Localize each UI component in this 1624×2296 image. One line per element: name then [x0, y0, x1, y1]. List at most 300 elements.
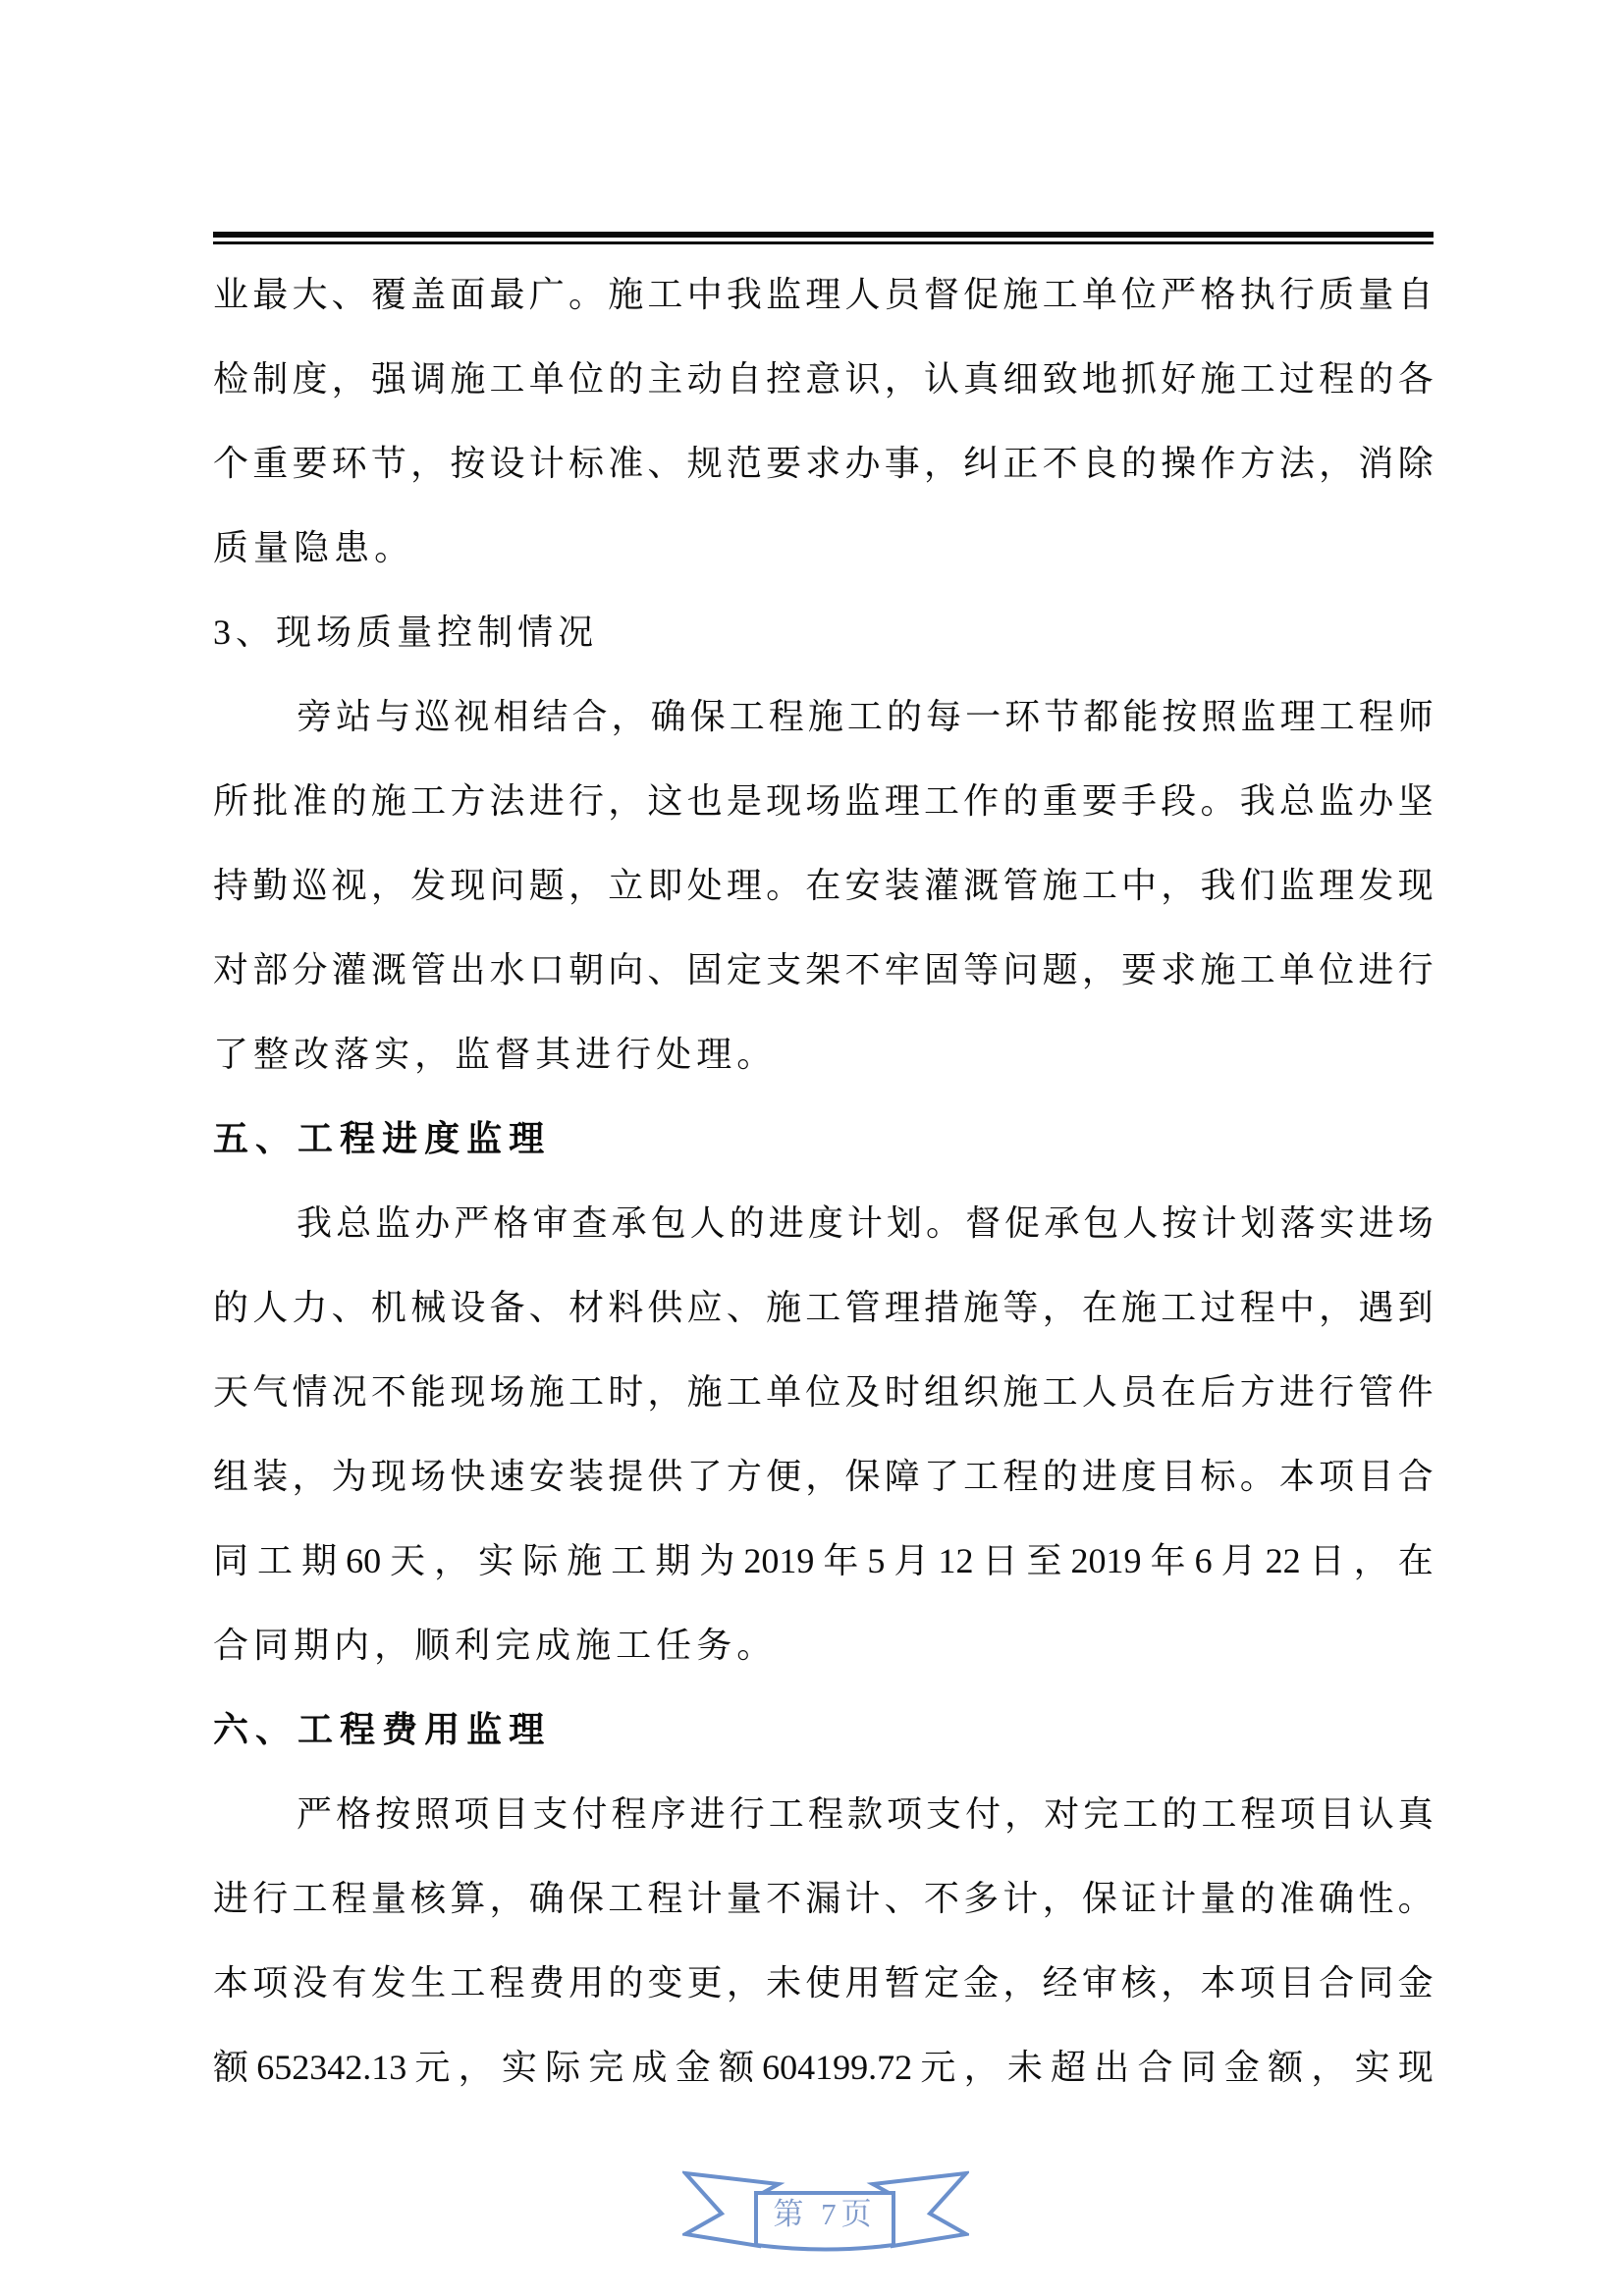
document-body: [213, 252, 1434, 2109]
cjk-token: 实: [1354, 2048, 1390, 2087]
cjk-token: 时: [884, 1372, 920, 1412]
cjk-token: 现: [1397, 866, 1434, 905]
cjk-token: 装: [884, 866, 920, 905]
cjk-token: 要: [1081, 781, 1117, 821]
cjk-token: 未: [1006, 2048, 1043, 2087]
cjk-token: 环: [1004, 697, 1041, 736]
cjk-token: 整: [253, 1035, 290, 1074]
cjk-token: 管: [844, 1288, 881, 1327]
cjk-token: 场: [1397, 1203, 1434, 1243]
cjk-token: 漏: [805, 1879, 841, 1918]
cjk-token: 计: [528, 444, 565, 483]
cjk-token: 同: [253, 1626, 290, 1665]
cjk-token: 按: [375, 1794, 411, 1834]
cjk-token: 施: [1200, 359, 1236, 399]
section-heading: [213, 1096, 1434, 1181]
cjk-token: 完: [495, 1626, 531, 1665]
cjk-token: 速: [489, 1457, 525, 1496]
cjk-token: 计: [1201, 1203, 1237, 1243]
cjk-token: 制: [252, 359, 289, 399]
cjk-token: 使: [805, 1963, 841, 2002]
cjk-token: 质: [213, 528, 249, 567]
cjk-token: 后: [1200, 1372, 1236, 1412]
cjk-token: 了: [923, 1457, 959, 1496]
cjk-token: 程: [807, 1794, 843, 1834]
cjk-token: 生: [410, 1963, 447, 2002]
cjk-token: 的: [886, 697, 922, 736]
page-footer: [682, 2169, 969, 2256]
cjk-token: 额: [213, 2048, 249, 2087]
cjk-token: 、: [528, 1288, 565, 1327]
cjk-token: 执: [1239, 275, 1275, 314]
cjk-token: 重: [1042, 781, 1078, 821]
cjk-token: 理: [884, 1288, 920, 1327]
cjk-token: 完: [588, 2048, 624, 2087]
cjk-token: 我: [1200, 866, 1236, 905]
cjk-token: 经: [1042, 1963, 1078, 2002]
cjk-token: 朝: [568, 950, 604, 989]
cjk-token: 单: [766, 1372, 802, 1412]
cjk-token: 序: [650, 1794, 686, 1834]
cjk-token: 工: [450, 1963, 486, 2002]
cjk-token: 工: [726, 1372, 762, 1412]
cjk-token: 节: [1044, 697, 1080, 736]
text-line: [213, 759, 1434, 843]
text-line: [213, 1181, 1434, 1265]
cjk-token: 完: [1083, 1794, 1119, 1834]
cjk-token: 。: [374, 528, 410, 567]
cjk-token: 金: [675, 2048, 711, 2087]
cjk-token: 程: [611, 1794, 647, 1834]
cjk-token: 要: [292, 444, 328, 483]
cjk-token: 要: [1121, 950, 1158, 989]
cjk-token: 理: [509, 1710, 545, 1749]
cjk-token: 员: [884, 275, 920, 314]
cjk-token: 问: [489, 866, 525, 905]
cjk-token: 视: [454, 697, 490, 736]
cjk-token: 不: [844, 950, 881, 989]
cjk-token: 确: [1319, 1879, 1355, 1918]
cjk-token: 实: [501, 2048, 537, 2087]
cjk-token: 工: [608, 1879, 644, 1918]
cjk-token: 程: [768, 697, 804, 736]
cjk-token: 按: [1162, 1203, 1198, 1243]
cjk-token: 人: [1122, 1203, 1159, 1243]
cjk-token: 、: [331, 1288, 367, 1327]
cjk-token: ，: [884, 359, 920, 399]
cjk-token: 金: [1397, 1963, 1434, 2002]
text-line: [213, 337, 1434, 421]
cjk-token: 题: [1042, 950, 1078, 989]
cjk-token: 理: [509, 1119, 545, 1158]
cjk-token: 额: [1268, 2048, 1304, 2087]
cjk-token: 视: [331, 866, 367, 905]
cjk-token: 位: [1121, 275, 1158, 314]
cjk-token: 法: [1278, 444, 1315, 483]
cjk-token: 位: [568, 359, 604, 399]
cjk-token: 师: [1397, 697, 1434, 736]
cjk-token: 理: [726, 866, 762, 905]
cjk-token: 施: [370, 781, 406, 821]
cjk-token: 月: [893, 1541, 930, 1580]
latin-token: 5: [867, 1541, 886, 1580]
cjk-token: 施: [1121, 1288, 1158, 1327]
cjk-token: ，: [1353, 1541, 1389, 1580]
cjk-token: 严: [297, 1794, 333, 1834]
cjk-token: 。: [926, 1203, 962, 1243]
cjk-token: 我: [1239, 781, 1275, 821]
latin-token: 2019: [743, 1541, 815, 1580]
cjk-token: ，: [1042, 1879, 1078, 1918]
cjk-token: 承: [1044, 1203, 1080, 1243]
cjk-token: 理: [884, 781, 920, 821]
cjk-token: 工: [611, 1541, 647, 1580]
cjk-token: 牢: [884, 950, 920, 989]
cjk-token: 除: [1397, 444, 1434, 483]
cjk-token: 面: [450, 275, 486, 314]
cjk-token: 度: [424, 1119, 460, 1158]
cjk-token: 程: [1239, 1288, 1275, 1327]
cjk-token: 审: [1081, 1963, 1117, 2002]
cjk-token: 各: [1397, 359, 1434, 399]
cjk-token: 理: [696, 1035, 732, 1074]
cjk-token: 作: [1200, 444, 1236, 483]
cjk-token: 施: [528, 1372, 565, 1412]
cjk-token: 是: [726, 781, 762, 821]
cjk-token: 施: [963, 1288, 1000, 1327]
cjk-token: 的: [1239, 1879, 1275, 1918]
cjk-token: 组: [213, 1457, 249, 1496]
cjk-token: 量: [1358, 275, 1394, 314]
cjk-token: 灌: [331, 950, 367, 989]
cjk-token: 、: [255, 1710, 292, 1749]
cjk-token: 格: [336, 1794, 372, 1834]
cjk-token: 内: [334, 1626, 370, 1665]
cjk-token: 性: [1358, 1879, 1394, 1918]
cjk-token: 项: [1239, 1963, 1275, 2002]
cjk-token: 业: [213, 275, 249, 314]
cjk-token: 料: [608, 1288, 644, 1327]
cjk-token: 更: [686, 1963, 723, 2002]
cjk-token: 方: [1239, 1372, 1275, 1412]
cjk-token: 照: [414, 1794, 451, 1834]
cjk-token: 为: [331, 1457, 367, 1496]
cjk-token: 架: [805, 950, 841, 989]
cjk-token: 分: [292, 950, 328, 989]
cjk-token: 应: [686, 1288, 723, 1327]
cjk-token: 单: [1081, 275, 1117, 314]
cjk-token: 元: [414, 2048, 451, 2087]
cjk-token: 合: [1397, 1457, 1434, 1496]
cjk-token: 施: [1002, 1372, 1039, 1412]
cjk-token: 度: [807, 1203, 843, 1243]
cjk-token: 目: [493, 1794, 529, 1834]
cjk-token: 程: [1319, 359, 1355, 399]
cjk-token: 施: [1042, 866, 1078, 905]
cjk-token: 我: [726, 275, 762, 314]
cjk-token: 、: [647, 950, 683, 989]
cjk-token: 天: [390, 1541, 426, 1580]
cjk-token: 本: [1278, 1457, 1315, 1496]
cjk-token: 同: [1358, 1963, 1394, 2002]
cjk-token: 操: [1161, 444, 1197, 483]
cjk-token: 付: [965, 1794, 1001, 1834]
cjk-token: 办: [844, 444, 881, 483]
cjk-token: 进: [1358, 1203, 1394, 1243]
cjk-token: 有: [331, 1963, 367, 2002]
cjk-token: 遇: [1358, 1288, 1394, 1327]
cjk-token: 坚: [1397, 781, 1434, 821]
cjk-token: 理: [1319, 866, 1355, 905]
cjk-token: ，: [374, 1626, 410, 1665]
cjk-token: ，: [608, 781, 644, 821]
cjk-token: 障: [884, 1457, 920, 1496]
cjk-token: 人: [1081, 1372, 1117, 1412]
cjk-token: 不: [923, 1879, 959, 1918]
cjk-token: 元: [920, 2048, 956, 2087]
cjk-token: 装: [252, 1457, 289, 1496]
cjk-token: 自: [1397, 275, 1434, 314]
cjk-token: 施: [1002, 275, 1039, 314]
cjk-token: 管: [1358, 1372, 1394, 1412]
cjk-token: 盖: [410, 275, 447, 314]
cjk-token: 总: [336, 1203, 372, 1243]
cjk-token: 持: [213, 866, 249, 905]
cjk-token: 自: [726, 359, 762, 399]
cjk-token: 即: [647, 866, 683, 905]
cjk-token: 溉: [963, 866, 1000, 905]
cjk-token: 算: [450, 1879, 486, 1918]
cjk-token: 工: [616, 1626, 652, 1665]
cjk-token: 装: [568, 1457, 604, 1496]
cjk-token: 保: [568, 1879, 604, 1918]
cjk-token: 量: [253, 528, 290, 567]
cjk-token: 在: [1161, 1372, 1197, 1412]
text-line: [213, 1856, 1434, 1941]
text-line: [213, 1350, 1434, 1434]
cjk-token: 程: [1002, 1457, 1039, 1496]
cjk-token: 措: [923, 1288, 959, 1327]
cjk-token: 勤: [252, 866, 289, 905]
cjk-token: 况: [331, 1372, 367, 1412]
cjk-token: 部: [252, 950, 289, 989]
cjk-token: 管: [1002, 866, 1039, 905]
cjk-token: 天: [213, 1372, 249, 1412]
cjk-token: 照: [1201, 697, 1237, 736]
cjk-token: 一: [965, 697, 1001, 736]
cjk-token: 计: [846, 1203, 883, 1243]
cjk-token: ，: [726, 1963, 762, 2002]
cjk-token: 中: [1121, 866, 1158, 905]
latin-token: 2019: [1070, 1541, 1142, 1580]
cjk-token: 动: [686, 359, 723, 399]
latin-token: 652342.13: [256, 2048, 407, 2087]
cjk-token: 核: [1121, 1963, 1158, 2002]
cjk-token: 出: [1094, 2048, 1130, 2087]
cjk-token: 真: [1397, 1794, 1434, 1834]
cjk-token: 在: [1081, 1288, 1117, 1327]
cjk-token: 工: [1319, 697, 1355, 736]
cjk-token: 工: [257, 1541, 294, 1580]
cjk-token: 月: [1220, 1541, 1257, 1580]
cjk-token: 口: [528, 950, 565, 989]
cjk-token: 。: [766, 866, 802, 905]
cjk-token: 费: [528, 1963, 565, 2002]
cjk-token: 量: [397, 613, 433, 652]
cjk-token: 施: [575, 1626, 612, 1665]
cjk-token: 、: [331, 275, 367, 314]
cjk-token: 能: [410, 1372, 447, 1412]
cjk-token: 付: [571, 1794, 608, 1834]
cjk-token: 按: [1162, 697, 1198, 736]
cjk-token: 固: [923, 950, 959, 989]
cjk-token: 未: [766, 1963, 802, 2002]
cjk-token: 程: [331, 1879, 367, 1918]
cjk-token: 。: [736, 1035, 773, 1074]
cjk-token: 真: [963, 359, 1000, 399]
cjk-token: 工: [846, 697, 883, 736]
cjk-token: 处: [656, 1035, 692, 1074]
cjk-token: 督: [965, 1203, 1001, 1243]
cjk-token: 械: [410, 1288, 447, 1327]
cjk-token: 目: [1358, 1457, 1394, 1496]
cjk-token: 的: [1002, 781, 1039, 821]
page-number: 第 7页: [773, 2197, 877, 2231]
cjk-token: 求: [805, 444, 841, 483]
cjk-token: 任: [656, 1626, 692, 1665]
cjk-token: 覆: [370, 275, 406, 314]
cjk-token: 格: [1200, 275, 1236, 314]
cjk-token: 项: [1319, 1457, 1355, 1496]
cjk-token: 金: [963, 1963, 1000, 2002]
cjk-token: 行: [568, 781, 604, 821]
cjk-token: 了: [686, 1457, 723, 1496]
cjk-token: 实: [374, 1035, 410, 1074]
cjk-token: 力: [292, 1288, 328, 1327]
cjk-token: ，: [370, 866, 406, 905]
cjk-token: 人: [689, 1203, 726, 1243]
cjk-token: 工: [298, 1710, 334, 1749]
cjk-token: 作: [963, 781, 1000, 821]
text-line: [213, 590, 1434, 674]
cjk-token: 地: [1081, 359, 1117, 399]
cjk-token: 施: [450, 359, 486, 399]
cjk-token: 监: [1319, 781, 1355, 821]
cjk-token: 时: [608, 1372, 644, 1412]
cjk-token: 致: [1042, 359, 1078, 399]
cjk-token: 。: [1239, 1457, 1275, 1496]
cjk-token: 督: [923, 275, 959, 314]
latin-token: 3: [213, 613, 231, 652]
cjk-token: 最: [489, 275, 525, 314]
latin-token: 12: [938, 1541, 974, 1580]
cjk-token: 工: [729, 697, 765, 736]
cjk-token: 工: [568, 1372, 604, 1412]
cjk-token: 人: [844, 275, 881, 314]
cjk-token: 纠: [963, 444, 1000, 483]
cjk-token: 结: [532, 697, 568, 736]
cjk-token: 合: [571, 697, 608, 736]
text-line: [213, 1772, 1434, 1856]
cjk-token: 便: [766, 1457, 802, 1496]
cjk-token: 管: [410, 950, 447, 989]
cjk-token: 用: [844, 1963, 881, 2002]
cjk-token: 工: [1042, 275, 1078, 314]
cjk-token: 供: [647, 1457, 683, 1496]
cjk-token: 工: [489, 359, 525, 399]
text-line: [213, 252, 1434, 337]
cjk-token: ，: [1081, 950, 1117, 989]
cjk-token: 问: [1002, 950, 1039, 989]
cjk-token: 量: [726, 1879, 762, 1918]
cjk-token: ，: [489, 1879, 525, 1918]
cjk-token: 进: [528, 781, 565, 821]
cjk-token: 度: [292, 359, 328, 399]
cjk-token: 水: [489, 950, 525, 989]
cjk-token: 进: [1081, 1457, 1117, 1496]
cjk-token: 日: [982, 1541, 1018, 1580]
cjk-token: 提: [608, 1457, 644, 1496]
cjk-token: 灌: [923, 866, 959, 905]
cjk-token: 站: [336, 697, 372, 736]
cjk-token: 、: [726, 1288, 762, 1327]
cjk-token: 监: [1278, 866, 1315, 905]
cjk-token: 成: [631, 2048, 668, 2087]
cjk-token: 包: [1083, 1203, 1119, 1243]
cjk-token: 等: [963, 950, 1000, 989]
cjk-token: 环: [331, 444, 367, 483]
cjk-token: 安: [844, 866, 881, 905]
cjk-token: 进: [213, 1879, 249, 1918]
cjk-token: 程: [340, 1119, 376, 1158]
latin-token: 22: [1265, 1541, 1301, 1580]
cjk-token: 程: [647, 1879, 683, 1918]
cjk-token: 实: [478, 1541, 514, 1580]
cjk-token: 的: [1162, 1794, 1198, 1834]
cjk-token: ，: [1004, 1794, 1041, 1834]
cjk-token: 进: [575, 1035, 612, 1074]
cjk-token: 项: [886, 1794, 922, 1834]
cjk-token: 要: [766, 444, 802, 483]
cjk-token: 监: [766, 275, 802, 314]
cjk-token: 最: [252, 275, 289, 314]
cjk-token: 工: [410, 781, 447, 821]
cjk-token: 同: [213, 1541, 249, 1580]
cjk-token: 对: [213, 950, 249, 989]
cjk-token: 合: [1137, 2048, 1173, 2087]
text-line: [213, 1265, 1434, 1350]
text-line: [213, 421, 1434, 506]
cjk-token: 相: [493, 697, 529, 736]
cjk-token: 控: [766, 359, 802, 399]
cjk-token: 控: [437, 613, 473, 652]
cjk-token: 改: [294, 1035, 330, 1074]
cjk-token: 场: [316, 613, 352, 652]
cjk-token: 位: [805, 1372, 841, 1412]
cjk-token: 发: [1358, 866, 1394, 905]
cjk-token: 在: [805, 866, 841, 905]
cjk-token: 重: [252, 444, 289, 483]
cjk-token: ，: [1161, 1963, 1197, 2002]
cjk-token: 审: [532, 1203, 568, 1243]
cjk-token: 利: [455, 1626, 491, 1665]
cjk-token: 期: [294, 1626, 330, 1665]
cjk-token: 。: [736, 1626, 773, 1665]
cjk-token: 目: [1161, 1457, 1197, 1496]
cjk-token: 现: [450, 866, 486, 905]
cjk-token: 标: [1200, 1457, 1236, 1496]
cjk-token: 识: [844, 359, 881, 399]
